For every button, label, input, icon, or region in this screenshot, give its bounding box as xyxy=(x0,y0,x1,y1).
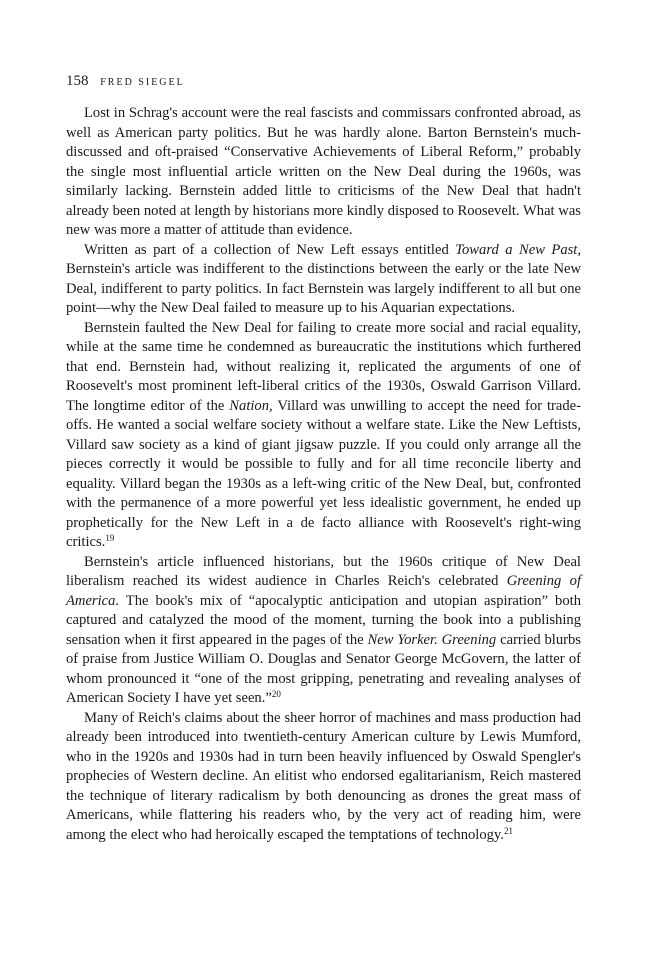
paragraph xyxy=(66,553,581,709)
text-run: Bernstein's article was indifferent to the distinctions between the early or the late New Deal, indifferent to party politics. In fact Bernstein was largely indifferent to all but one point—why the New Deal failed to measure up to his Aquarian expectations. xyxy=(66,261,581,316)
page-number: 158 xyxy=(66,73,89,89)
text-run: Lost in Schrag's account were the real fascists and commissars confronted abroad, as well as American party politics. But he was hardly alone. Barton Bernstein's much-discussed and oft-praised “Conservative Achievements of Liberal Reform,” probably the single most influential article written on the New Deal during the 1960s, was similarly lacking. Bernstein added little to criticisms of the New Deal that hadn't already been noted at length by historians more kindly disposed to Roosevelt. What was new was more a matter of attitude than evidence. xyxy=(66,105,581,238)
running-head: FRED SIEGEL xyxy=(100,77,185,88)
text-run: The book's mix of “apocalyptic anticipation and utopian aspiration” both captured and catalyzed the mood of the moment, turning the book into a publishing sensation when it first appeared in the pages of the xyxy=(66,592,581,648)
italic-title: Toward a New Past, xyxy=(455,241,581,258)
text-run: Written as part of a collection of New Left essays entitled xyxy=(84,241,456,258)
italic-title: Greening xyxy=(441,631,497,648)
page-header xyxy=(66,72,185,92)
footnote-ref: 19 xyxy=(105,533,115,543)
text-run: Bernstein's article influenced historians, but the 1960s critique of New Deal liberalism reached its widest audience in Charles Reich's celebrated xyxy=(66,553,581,589)
paragraph xyxy=(66,319,581,553)
footnote-ref: 20 xyxy=(271,689,281,699)
text-run: carried blurbs of praise from Justice William O. Douglas and Senator George McGovern, the latter of whom pronounced it “one of the most gripping, penetrating and revealing analyses of American Society I have yet seen.” xyxy=(66,631,581,706)
text-run: Villard was unwilling to accept the need for trade-offs. He wanted a social welfare society without a welfare state. Like the New Leftists, Villard saw society as a kind of giant jigsaw puzzle. If you could only arrange all the pieces correctly it would be possible to fully and for all time reconcile liberty and equality. Villard began the 1930s as a left-wing critic of the New Deal, but, confronted with the permanence of a more powerful yet less idealistic government, he ended up prophetically for the New Left in a de facto alliance with Roosevelt's right-wing critics. xyxy=(66,397,581,550)
footnote-ref: 21 xyxy=(503,825,513,836)
italic-title: New Yorker. xyxy=(367,631,438,648)
paragraph xyxy=(66,104,581,241)
paragraph xyxy=(66,709,581,846)
text-run: Bernstein faulted the New Deal for failing to create more social and racial equality, while at the same time he condemned as bureaucratic the institutions which furthered that end. Bernstein had, without realizing it, replicated the arguments of one of Roosevelt's most prominent left-liberal critics of the 1930s, Oswald Garrison Villard. The longtime editor of the xyxy=(66,319,581,414)
body-text xyxy=(66,104,581,845)
text-run: Many of Reich's claims about the sheer horror of machines and mass production had already been introduced into twentieth-century American culture by Lewis Mumford, who in the 1920s and 1930s had in turn been heavily influenced by Oswald Spengler's prophecies of Western decline. An elitist who endorsed egalitarianism, Reich mastered the technique of literary radicalism by both denouncing as drones the great mass of Americans, while flattering his readers who, by the very act of reading him, were among the elect who had heroically escaped the temptations of technology. xyxy=(66,709,581,843)
italic-title: Nation, xyxy=(229,397,273,414)
paragraph xyxy=(66,241,581,319)
italic-title: Greening of America. xyxy=(66,573,581,609)
